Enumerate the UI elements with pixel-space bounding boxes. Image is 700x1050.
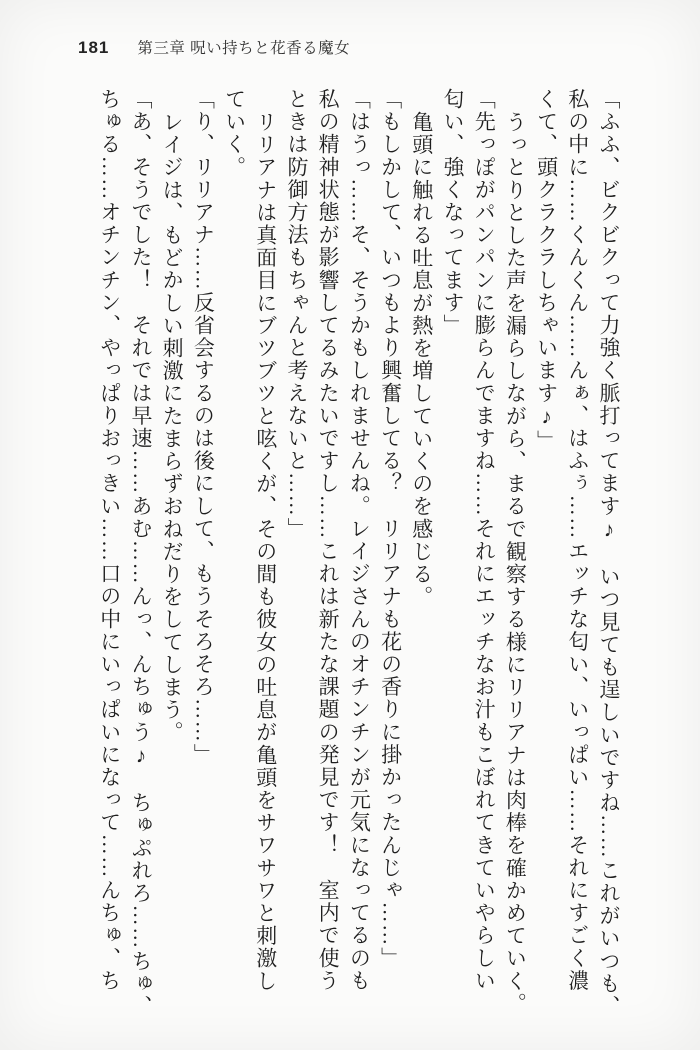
text-line: ときは防御方法もちゃんと考えないと……」 [284,88,309,540]
running-head [78,36,350,58]
text-line: くて、頭クラクラしちゃいます♪」 [534,88,559,453]
text-line: 「はうっ……そ、そうかもしれませんね。レイジさんのオチンチンが元気になってるのも [347,88,372,992]
text-line: うっとりとした声を漏らしながら、まるで観察する様にリリアナは肉棒を確かめていく。 [503,111,528,1015]
text-line: 「先っぽがパンパンに膨らんでますね……それにエッチなお汁もこぼれてきていやらしい [472,88,497,992]
text-line: 「もしかして、いつもより興奮してる？ リリアナも花の香りに掛かったんじゃ……」 [378,88,403,970]
text-line: ていく。 [222,88,247,179]
text-line: 匂い、強くなってます」 [440,88,465,337]
text-line: 私の中に……くんくん……んぁ、はふぅ……エッチな匂い、いっぱい……それにすごく濃 [565,88,590,992]
text-line: レイジは、もどかしい刺激にたまらずおねだりをしてしまう。 [160,111,185,744]
vertical-text-block [94,88,624,1018]
text-line: 「あ、そうでした！ それでは早速……あむ……んっ、んちゅう♪ ちゅぷれろ……ちゅ、 [128,88,153,1018]
chapter-title: 第三章 呪い持ちと花香る魔女 [137,40,351,57]
text-line: リリアナは真面目にブツブツと呟くが、その間も彼女の吐息が亀頭をサワサワと刺激し [253,111,278,993]
text-line: ちゅる……オチンチン、やっぱりおっきい……口の中にいっぱいになって……んちゅ、ち [97,88,122,992]
text-line: 私の精神状態が影響してるみたいですし……これは新たな課題の発見です！ 室内で使う [316,88,341,992]
text-line: 「り、リリアナ……反省会するのは後にして、もうそろそろ……」 [191,88,216,766]
text-line: 亀頭に触れる吐息が熱を増していくのを感じる。 [409,111,434,609]
page-number: 181 [78,38,110,57]
text-line: 「ふふ、ビクビクって力強く脈打ってます♪ いつ見ても逞しいですね……これがいつも、 [597,88,621,1018]
